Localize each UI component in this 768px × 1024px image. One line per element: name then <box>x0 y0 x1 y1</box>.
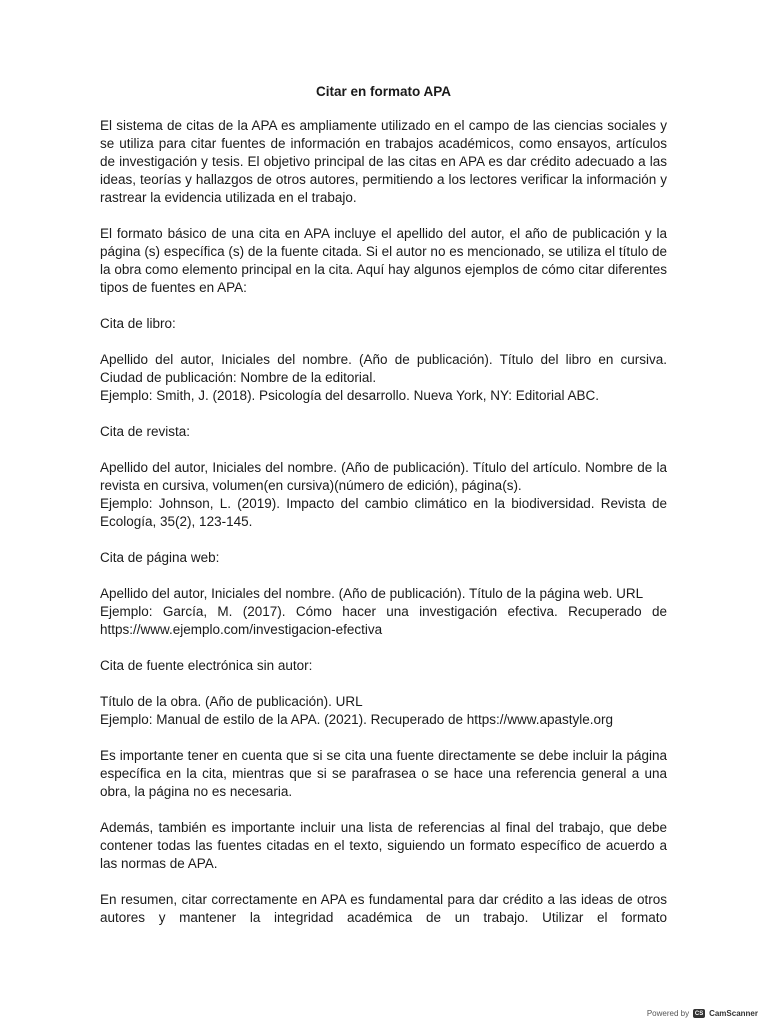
document-title: Citar en formato APA <box>315 84 451 99</box>
note-paragraph-2: Además, también es importante incluir una lista de referencias al final del trabajo, que debe contener todas las fuentes citadas en el texto, siguiendo un formato específico de acuerdo a las normas de APA. <box>100 820 667 871</box>
electronic-citation-heading: Cita de fuente electrónica sin autor: <box>100 658 313 673</box>
electronic-citation-example: Ejemplo: Manual de estilo de la APA. (2021). Recuperado de https://www.apastyle.org <box>100 712 614 727</box>
camscanner-watermark <box>647 1009 758 1018</box>
intro-paragraph-2: El formato básico de una cita en APA incluye el apellido del autor, el año de publicación y la página (s) específica (s) de la fuente citada. Si el autor no es mencionado, se utiliza el título de la obra como elemento principal en la cita. Aquí hay algunos ejemplos de cómo citar diferentes tipos de fuentes en APA: <box>100 226 667 295</box>
electronic-citation-format: Título de la obra. (Año de publicación). URL <box>100 694 363 709</box>
journal-citation-format: Apellido del autor, Iniciales del nombre. (Año de publicación). Título del artículo. Nombre de la revista en cursiva, volumen(en cursiva)(número de edición), página(s). <box>100 460 667 493</box>
book-citation-format: Apellido del autor, Iniciales del nombre. (Año de publicación). Título del libro en cursiva. Ciudad de publicación: Nombre de la editorial. <box>100 352 667 385</box>
camscanner-logo-icon: CS <box>694 1010 704 1017</box>
summary-paragraph: En resumen, citar correctamente en APA es fundamental para dar crédito a las ideas de otros autores y mantener la integridad académica de un trabajo. Utilizar el formato <box>100 892 667 925</box>
web-citation-example: Ejemplo: García, M. (2017). Cómo hacer una investigación efectiva. Recuperado de https://www.ejemplo.com/investigacion-efectiva <box>100 604 667 637</box>
intro-paragraph-1: El sistema de citas de la APA es ampliamente utilizado en el campo de las ciencias sociales y se utiliza para citar fuentes de información en trabajos académicos, como ensayos, artículos de investigación y tesis. El objetivo principal de las citas en APA es dar crédito adecuado a las ideas, teorías y hallazgos de otros autores, permitiendo a los lectores verificar la información y rastrear la evidencia utilizada en el trabajo. <box>100 118 667 205</box>
web-citation-format: Apellido del autor, Iniciales del nombre. (Año de publicación). Título de la página web. URL <box>100 586 644 601</box>
book-citation-heading: Cita de libro: <box>100 316 176 331</box>
book-citation-example: Ejemplo: Smith, J. (2018). Psicología del desarrollo. Nueva York, NY: Editorial ABC. <box>100 388 599 403</box>
powered-by-label: Powered by <box>646 1009 690 1018</box>
web-citation-heading: Cita de página web: <box>100 550 220 565</box>
note-paragraph-1: Es importante tener en cuenta que si se cita una fuente directamente se debe incluir la página específica en la cita, mientras que si se parafrasea o se hace una referencia general a una obra, la página no es necesaria. <box>100 748 667 799</box>
document-page <box>100 83 667 927</box>
camscanner-brand-label: CamScanner <box>709 1009 758 1018</box>
journal-citation-heading: Cita de revista: <box>100 424 191 439</box>
journal-citation-example: Ejemplo: Johnson, L. (2019). Impacto del cambio climático en la biodiversidad. Revista de Ecología, 35(2), 123-145. <box>100 496 667 529</box>
